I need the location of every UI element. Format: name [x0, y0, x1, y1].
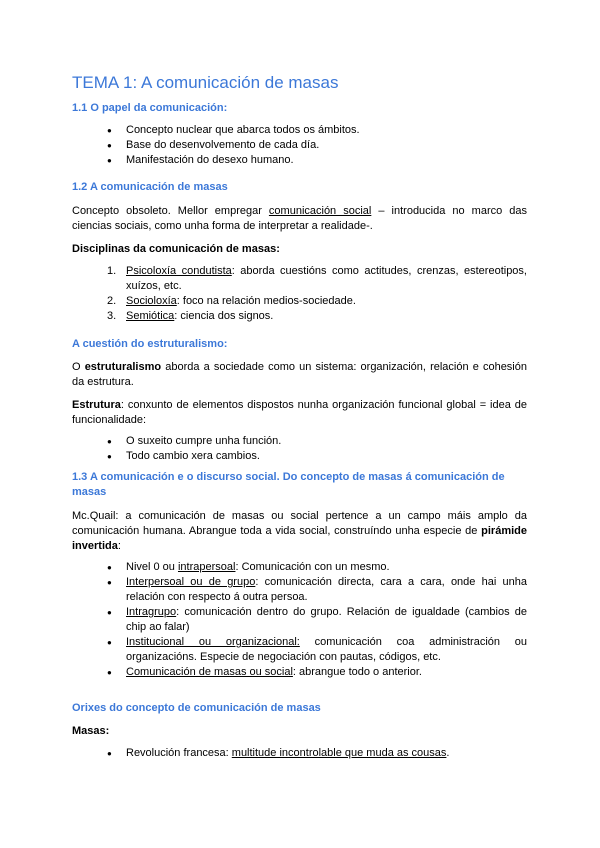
masses-heading: Masas:: [72, 725, 110, 737]
text-span: :: [117, 540, 121, 552]
underlined-term: Psicoloxía condutista: [126, 265, 232, 277]
section-heading-1-3: 1.3 A comunicación e o discurso social. Do concepto de masas á comunicación de masas: [72, 471, 505, 498]
underlined-term: Institucional ou organizacional:: [126, 636, 300, 648]
underlined-term: Interpersoal ou de grupo: [126, 576, 256, 588]
list-item: ● Concepto nuclear que abarca todos os ámbitos.: [72, 123, 527, 138]
underlined-term: Semiótica: [126, 310, 175, 322]
text-span: : comunicación directa, cara a cara, onde hai unha relación con respecto á outra persoa.: [126, 576, 527, 603]
list-item: ● Manifestación do desexo humano.: [72, 153, 527, 168]
text-span: :: [231, 265, 235, 277]
section-heading-1-2: 1.2 A comunicación de masas: [72, 181, 228, 193]
paragraph-obsolete-concept: [72, 204, 527, 234]
text-span: : conxunto de elementos dispostos nunha organización funcional global = idea de funcionalidade:: [72, 399, 527, 426]
underlined-term: Comunicación de masas ou social: [126, 666, 293, 678]
structuralism-heading: A cuestión do estruturalismo:: [72, 338, 228, 350]
text-span: aborda a sociedade como un sistema: organización, relación e cohesión da estrutura.: [72, 361, 527, 388]
list-item: [72, 635, 527, 665]
list-item: [72, 309, 527, 324]
text-span: Nivel 0 ou: [126, 561, 178, 573]
list-number: 3.: [107, 310, 117, 322]
list-item: ● Todo cambio xera cambios.: [72, 449, 527, 464]
list-item: [72, 575, 527, 605]
list-item: ● Base do desenvolvemento de cada día.: [72, 138, 527, 153]
text-span: Revolución francesa:: [126, 747, 232, 759]
text-span: ciencia dos signos.: [177, 310, 274, 322]
text-span: : abrangue todo o anterior.: [292, 666, 422, 678]
list-item: [72, 264, 527, 294]
text-span: .: [446, 747, 450, 759]
list-item: [72, 294, 527, 309]
underlined-term: intrapersoal: [177, 561, 236, 573]
list-number: 1.: [107, 265, 117, 277]
paragraph-structure: [72, 398, 527, 428]
paragraph-mcquail: [72, 509, 527, 554]
text-span: foco na relación medios-sociedade.: [179, 295, 356, 307]
bold-term: pirámide invertida: [72, 525, 527, 552]
list-item: [72, 605, 527, 635]
bold-term: Estrutura: [72, 399, 121, 411]
underlined-term: Socioloxía: [126, 295, 177, 307]
text-span: Concepto obsoleto. Mellor empregar: [72, 205, 269, 217]
text-span: Mc.Quail: a comunicación de masas ou social pertence a un campo máis amplo da comunicación humana. Abrangue toda a vida social, construíndo unha especie de: [72, 510, 527, 537]
text-span: aborda cuestións como actitudes, crenzas, estereotipos, xuízos, etc.: [126, 265, 527, 292]
underlined-term: Intragrupo: [126, 606, 177, 618]
text-span: : comunicación dentro do grupo. Relación de igualdade (cambios de chip ao falar): [126, 606, 527, 633]
text-span: comunicación coa administración ou organizacións. Especie de negociación con pautas, códigos, etc.: [126, 636, 527, 663]
bold-term: estruturalismo: [84, 361, 162, 373]
role-list: [72, 123, 527, 168]
structure-list: [72, 434, 527, 464]
underlined-term: multitude incontrolable que muda as cousas: [231, 747, 447, 759]
masses-list: [72, 746, 527, 761]
text-span: : Comunicación con un mesmo.: [235, 561, 390, 573]
list-item: ● O suxeito cumpre unha función.: [72, 434, 527, 449]
list-number: 2.: [107, 295, 117, 307]
underlined-term: comunicación social: [268, 205, 372, 217]
text-span: – introducida no marco das ciencias sociais, como unha forma de interpretar a realidade-.: [72, 205, 528, 232]
page-title: TEMA 1: A comunicación de masas: [72, 73, 339, 92]
paragraph-structuralism: [72, 360, 527, 390]
list-item: [72, 746, 527, 761]
communication-levels-list: [72, 560, 527, 680]
list-item: [72, 560, 527, 575]
text-span: :: [176, 295, 180, 307]
list-item: [72, 665, 527, 680]
section-heading-1-1: 1.1 O papel da comunicación:: [72, 102, 228, 114]
section-heading-origins: Orixes do concepto de comunicación de masas: [72, 702, 321, 714]
disciplines-heading: Disciplinas da comunicación de masas:: [72, 243, 280, 255]
text-span: O: [72, 361, 85, 373]
disciplines-list: [72, 264, 527, 324]
text-span: :: [174, 310, 178, 322]
